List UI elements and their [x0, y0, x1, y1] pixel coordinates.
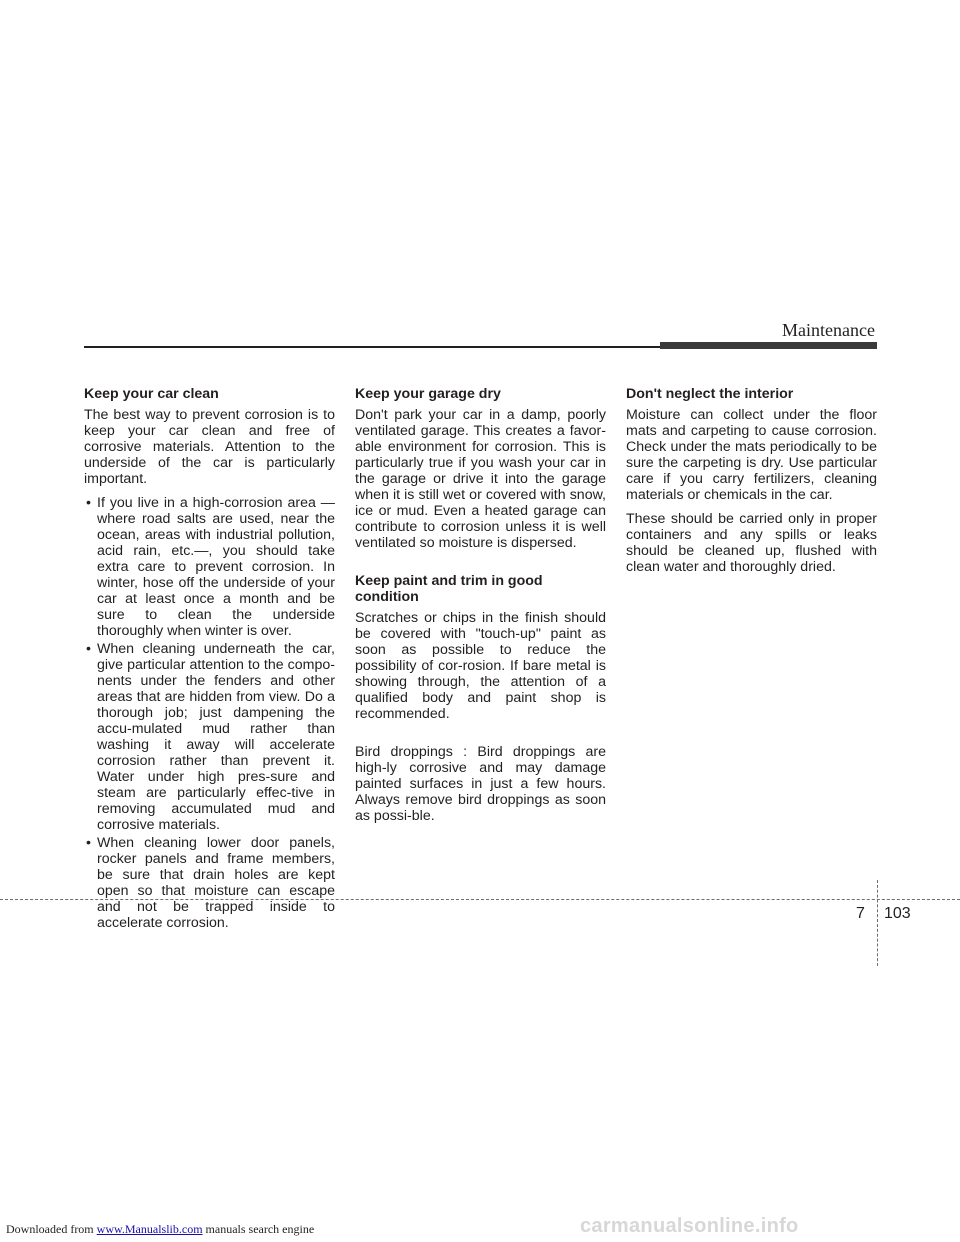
footer-dashed-rule — [0, 899, 960, 900]
paragraph-interior-moisture: Moisture can collect under the floor mats and carpeting to cause corrosion. Check under the mats periodically to be sure the carpeting is dry. Use particular care if you carry fertilizers, cleaning materials or chemicals in the car. — [626, 407, 877, 503]
section-title: Maintenance — [782, 320, 875, 340]
paragraph-keep-car-clean: The best way to prevent corrosion is to keep your car clean and free of corrosive materials. Attention to the underside of the car is particularly important. — [84, 407, 335, 487]
paragraph-interior-containers: These should be carried only in proper containers and any spills or leaks should be cleaned up, flushed with clean water and thoroughly dried. — [626, 511, 877, 575]
heading-paint-trim: Keep paint and trim in good condition — [355, 573, 543, 605]
download-footer — [6, 1222, 314, 1237]
footer-prefix: Downloaded from — [6, 1222, 97, 1236]
chapter-number: 7 — [856, 905, 865, 922]
bullet-item: • When cleaning underneath the car, give particular attention to the compo-nents under the fenders and other areas that are hidden from view. Do a thorough job; just dampening the accu-mulated mud rather than washing it away will accelerate corrosion rather than prevent it. Water under high pres-sure and steam are particularly effec-tive in removing accumulated mud and corrosive materials. — [84, 641, 335, 833]
heading-garage-dry: Keep your garage dry — [355, 386, 501, 402]
page-number-divider — [877, 880, 878, 966]
page-number: 103 — [884, 905, 911, 922]
watermark: carmanualsonline.info — [580, 1215, 799, 1237]
paragraph-paint-trim: Scratches or chips in the finish should be covered with "touch-up" paint as soon as possible to reduce the possibility of cor-rosion. If bare metal is showing through, the attention of a qualified body and paint shop is recommended. — [355, 610, 606, 722]
bullet-list — [84, 495, 335, 931]
heading-keep-car-clean: Keep your car clean — [84, 386, 219, 402]
header-rule — [84, 346, 660, 348]
column-1 — [84, 386, 335, 933]
column-3 — [626, 386, 877, 583]
header-rule-accent — [660, 342, 877, 349]
heading-interior: Don't neglect the interior — [626, 386, 794, 402]
footer-suffix: manuals search engine — [202, 1222, 315, 1236]
manualslib-link[interactable]: www.Manualslib.com — [96, 1222, 203, 1236]
paragraph-bird-droppings: Bird droppings : Bird droppings are high-ly corrosive and may damage painted surfaces in just a few hours. Always remove bird droppings as soon as possi-ble. — [355, 744, 606, 824]
bullet-item: • If you live in a high-corrosion area — where road salts are used, near the ocean, areas with industrial pollution, acid rain, etc.—, you should take extra care to prevent corrosion. In winter, hose off the underside of your car at least once a month and be sure to clean the underside thoroughly when winter is over. — [84, 495, 335, 639]
paragraph-garage-dry: Don't park your car in a damp, poorly ventilated garage. This creates a favor-able environment for corrosion. This is particularly true if you wash your car in the garage or drive it into the garage when it is still wet or covered with snow, ice or mud. Even a heated garage can contribute to corrosion unless it is well ventilated so moisture is dispersed. — [355, 407, 606, 551]
bullet-item: • When cleaning lower door panels, rocker panels and frame members, be sure that drain holes are kept open so that moisture can escape and not be trapped inside to accelerate corrosion. — [84, 835, 335, 931]
column-2 — [355, 386, 606, 832]
